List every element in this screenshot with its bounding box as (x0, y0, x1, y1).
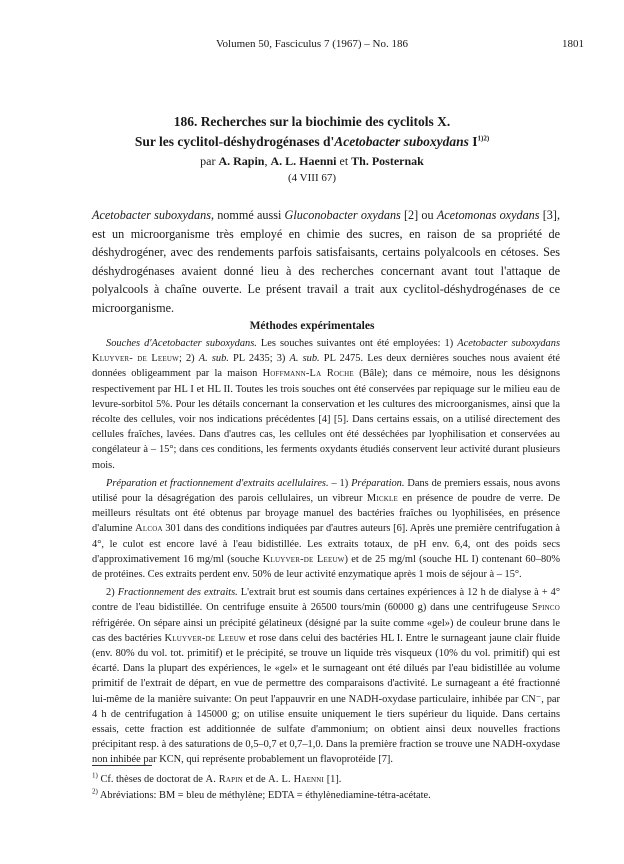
intro-text-3: [3], est un microorganisme très employé en chimie des sucres, en raison de sa propriété de déshydrogéner, avec des rendements parfois satisfaisants, certains polyalcools en cétoses. Ses déshydrogénases avaient donné lieu à des recherches concernant avant tout l'attaque de polyalcools à chaîne ouverte. Le présent travail a trait aux cyclitol-déshydrogénases de ce microorganisme. (92, 208, 560, 315)
run-smallcaps: Kluyver-de Leeuw (262, 553, 345, 565)
footnote-divider (92, 765, 152, 766)
run-italic: Préparation. (351, 477, 405, 489)
article-title-line2 (40, 132, 584, 152)
title-footnote-marks: 1)2) (477, 134, 490, 143)
run: [1]. (324, 774, 342, 785)
run: ; 2) (178, 353, 199, 365)
paragraph-souches (92, 336, 560, 473)
run: 301 dans des conditions indiquées par d'autres auteurs [6]. Après une première centrifugation à 4°, le culot est encore lavé à l'eau bidistillée. Les extraits totaux, de pH env. 6,4, ont des poids secs d'approximativement 16 mg/ml (souche (92, 523, 560, 565)
author-par: par (200, 154, 216, 168)
page-number: 1801 (562, 38, 584, 50)
run: Cf. thèses de doctorat de (97, 774, 206, 785)
run: Les souches suivantes ont été employées: 1) (256, 338, 458, 349)
author-line: par A. Rapin, A. L. Haenni et Th. Posternak (200, 154, 424, 168)
run-smallcaps: Spinco (532, 602, 560, 614)
run-smallcaps: Hoffmann-La Roche (262, 368, 354, 380)
section-heading: Méthodes expérimentales (249, 320, 375, 332)
intro-text-2: [2] ou (400, 208, 437, 222)
footnote-mark: 1) (92, 771, 98, 780)
author-2: A. L. Haenni (270, 154, 337, 168)
run: Dans de premiers essais, nous avons utilisé pour la désagrégation des parois cellulaires, un vibreur (92, 477, 560, 505)
article-title-block (40, 112, 584, 187)
run: ) et de 25 mg/ml (souche HL I) contenant 60–80% de protéines. Ces extraits perdent env. 50% de leur activité enzymatique après 1 mois de séjour à – 15°. (92, 553, 560, 581)
footnote-mark: 2) (92, 787, 98, 796)
run: 2) (106, 587, 118, 599)
run-smallcaps: A. Rapin (205, 774, 244, 785)
run: Abréviations: BM = bleu de méthylène; EDTA = éthylènediamine-tétra-acétate. (97, 790, 431, 801)
run: en présence de poudre de verre. De meilleurs résultats ont été obtenus par broyage manuel des bactéries fraîches ou lyophilisées, en présence d'alumine (92, 493, 560, 535)
author-et: et (339, 154, 349, 168)
run-smallcaps: Kluyver- de Leeuw (92, 353, 179, 365)
run-heading: Fractionnement des extraits. (117, 587, 238, 599)
run: et rose dans celui des bactéries HL I. Entre le surnageant jaune clair fluide (env. 80% du vol. tot. primitif) et le précipité, se trouve un liquide très visqueux (10% du vol. primitif) qui est écarté. Dans la plupart des expériences, le «gel» et le surnageant ont été dilués par l'eau bidistillée au volume primitif de l'extrait de départ, en vue de permettre des comparaisons d'activité. Le surnageant a été fractionné lui-même de la manière suivante: On peut l'appauvrir en une NADH-oxydase particulaire, inhibée par CN⁻, par 4 h de centrifugation à 145000 g; on utilise ensuite uniquement le tiers supérieur du liquide. Dans certains essais, cette fraction est additionnée de sulfate d'ammonium; on obtient ainsi deux nouvelles fractions précipitant resp. à des saturations de 0,5–0,7 et 0,7–1,0. Dans la première fraction se trouve une NADH-oxydase non inhibée par KCN, qui représente probablement un flavoprotéide [7]. (92, 632, 560, 766)
run-heading: Préparation et fractionnement d'extraits acellulaires. (106, 477, 329, 489)
run: et de (243, 774, 269, 785)
run: (Bâle); dans ce mémoire, nous les désignons respectivement par HL I et HL II. Toutes les trois souches ont été conservées par repiquage sur le milieu eau de levure-sorbitol 5%. Pour les détails concernant la conservation et les cultures des microorganismes, ainsi que la récolte des cellules, voir nos indications précédentes [4] [5]. Dans certains essais, on a utilisé directement des cellules fraîches, lavées. Dans d'autres cas, les cellules ont été desséchées par lyophilisation et conservées au congélateur à – 15°; dans ces conditions, les ferments oxydants étudiés conservent leur activité durant plusieurs mois. (92, 368, 560, 471)
intro-paragraph (92, 206, 560, 317)
paragraph-preparation (92, 476, 560, 582)
footnotes (92, 772, 560, 804)
run-italic: A. sub. (198, 353, 229, 365)
run: – 1) (328, 477, 352, 489)
run: réfrigérée. On sépare ainsi un précipité gélatineux (désigné par la suite comme «gel») de couleur brune dans le cas des bactéries (92, 617, 560, 644)
run-italic: Acetobacter suboxydans (457, 338, 560, 349)
intro-organism-1: Acetobacter suboxydans (92, 208, 211, 222)
article-title-line1: 186. Recherches sur la biochimie des cyclitols X. (173, 114, 451, 129)
intro-organism-2: Gluconobacter oxydans (284, 208, 401, 222)
run: PL 2475. Les deux dernières souches nous avaient été données obligeamment par la maison (92, 353, 560, 380)
author-3: Th. Posternak (351, 154, 424, 168)
received-date: (4 VIII 67) (287, 172, 337, 184)
intro-organism-3: Acetomonas oxydans (436, 208, 540, 222)
run-italic: A. sub. (289, 353, 320, 365)
running-head (40, 38, 584, 54)
paragraph-fractionnement (92, 585, 560, 767)
author-1: A. Rapin (218, 154, 265, 168)
run: L'extrait brut est soumis dans certaines expériences à 12 h de dialyse à + 4° contre de l'eau bidistillée. On centrifuge ensuite à 26500 tours/min (60000 g) dans une centrifugeuse (92, 587, 561, 614)
run: PL 2435; 3) (228, 353, 290, 365)
intro-text-1: , nommé aussi (210, 208, 285, 222)
methods-body (92, 336, 560, 768)
footnote-1 (92, 772, 560, 788)
run-smallcaps: A. L. Haenni (268, 774, 325, 785)
footnote-2 (92, 788, 560, 804)
run-smallcaps: Kluyver-de Leeuw (164, 632, 246, 644)
run-smallcaps: Alcoa (135, 523, 163, 535)
title-organism: Acetobacter suboxydans (334, 134, 469, 149)
title-text: Sur les cyclitol-déshydrogénases d' (134, 134, 335, 149)
run-heading: Souches d'Acetobacter suboxydans. (106, 338, 257, 349)
run-smallcaps: Mickle (366, 493, 398, 505)
title-roman: I (468, 134, 478, 149)
journal-info: Volumen 50, Fasciculus 7 (1967) – No. 186 (216, 38, 408, 50)
